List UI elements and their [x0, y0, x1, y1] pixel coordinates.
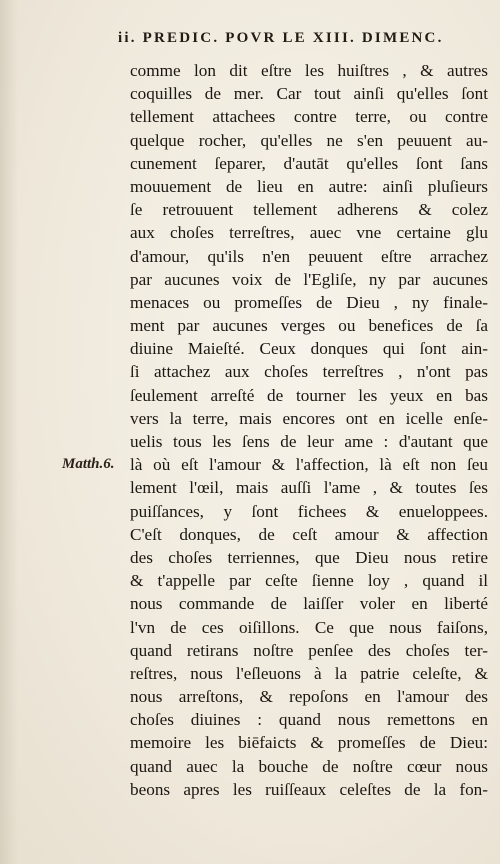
- text-line: nous arreſtons, & repoſons en l'amour des: [130, 687, 488, 707]
- text-line: lement l'œil, mais auſſi l'ame , & toutes ſes: [130, 478, 488, 498]
- text-line: quand retirans noſtre penſee des choſes ter-: [130, 640, 488, 660]
- text-line: l'vn de ces oiſillons. Ce que nous faiſons,: [130, 617, 488, 637]
- text-line: & t'appelle par ceſte ſienne loy , quand il: [130, 571, 488, 591]
- text-line: ſi attachez aux choſes terreſtres , n'ont pas: [130, 362, 488, 382]
- text-line: menaces ou promeſſes de Dieu , ny finale-: [130, 292, 488, 312]
- text-line: cunement ſeparer, d'autāt qu'elles ſont ſans: [130, 153, 488, 173]
- text-line: tellement attachees contre terre, ou contre: [130, 107, 488, 127]
- text-line: quand auec la bouche de noſtre cœur nous: [130, 756, 488, 776]
- text-line: quelque rocher, qu'elles ne s'en peuuent au-: [130, 130, 488, 150]
- running-head: ii. PREDIC. POVR LE XIII. DIMENC.: [118, 30, 444, 46]
- text-line: des choſes terriennes, que Dieu nous retire: [130, 547, 488, 567]
- text-line: C'eſt donques, de ceſt amour & affection: [130, 524, 488, 544]
- gutter-shadow: [0, 0, 18, 864]
- text-line: ſe retrouuent tellement adherens & colez: [130, 200, 488, 220]
- text-line: ment par aucunes verges ou benefices de ſa: [130, 316, 488, 336]
- text-line: puiſſances, y ſont fichees & enueloppees.: [130, 501, 488, 521]
- body-text: [130, 59, 488, 801]
- text-line: aux choſes terreſtres, auec vne certaine glu: [130, 223, 488, 243]
- text-line: comme lon dit eſtre les huiſtres , & autres: [130, 61, 488, 80]
- text-line: choſes diuines : quand nous remettons en: [130, 710, 488, 730]
- text-line: vers la terre, mais encores ont en icelle enſe-: [130, 408, 488, 428]
- marginal-note: Matth.6.: [62, 456, 115, 473]
- text-line: coquilles de mer. Car tout ainſi qu'elles ſont: [130, 84, 488, 104]
- text-line: uelis tous les ſens de leur ame : d'autant que: [130, 432, 488, 451]
- text-line: beons apres les ruiſſeaux celeſtes de la fon-: [130, 779, 488, 799]
- text-line: ſeulement arreſté de tourner les yeux en bas: [130, 385, 488, 405]
- text-line: diuine Maieſté. Ceux donques qui ſont ain-: [130, 339, 488, 359]
- text-line: d'amour, qu'ils n'en peuuent eſtre arrachez: [130, 246, 488, 266]
- text-line: là où eſt l'amour & l'affection, là eſt non ſeu: [130, 455, 488, 475]
- text-line: memoire les biēfaicts & promeſſes de Dieu:: [130, 733, 488, 753]
- text-line: par aucunes voix de l'Egliſe, ny par aucunes: [130, 269, 488, 289]
- text-line: nous commande de laiſſer voler en liberté: [130, 594, 488, 614]
- text-line: reſtres, nous l'eſleuons à la patrie celeſte, &: [130, 663, 488, 683]
- text-line: mouuement de lieu en autre: ainſi pluſieurs: [130, 176, 488, 196]
